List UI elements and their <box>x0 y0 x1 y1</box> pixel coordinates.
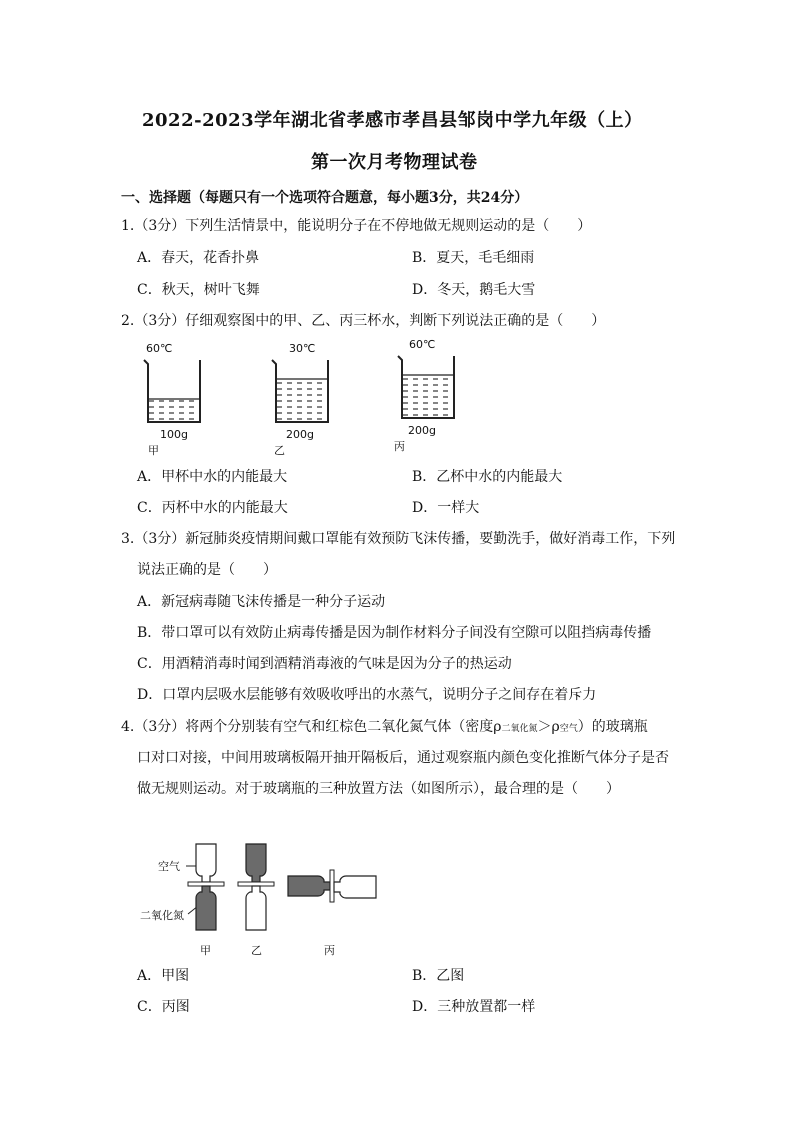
beaker-yi-temp: 30℃ <box>289 342 316 355</box>
label-no2: 二氧化氮 <box>140 909 184 922</box>
beaker-jia-label: 甲 <box>148 444 159 457</box>
beaker-jia-water <box>149 399 199 421</box>
section-heading: 一、选择题（每题只有一个选项符合题意，每小题3分，共24分） <box>121 190 529 206</box>
q4-subscript-no2: 二氧化氮 <box>501 724 538 734</box>
q1-option-d: D．冬天，鹅毛大雪 <box>412 282 536 298</box>
setup-jia-label: 甲 <box>200 944 211 957</box>
beaker-bing-temp: 60℃ <box>409 338 436 351</box>
q4-stem-line-3: 做无规则运动。对于玻璃瓶的三种放置方法（如图所示），最合理的是（ ） <box>137 781 620 797</box>
beaker-bing-label: 丙 <box>394 440 405 453</box>
beaker-yi-label: 乙 <box>274 444 285 457</box>
q4-stem-part-1: 4.（3分）将两个分别装有空气和红棕色二氧化氮气体（密度ρ <box>121 719 502 735</box>
q3-option-a: A．新冠病毒随飞沫传播是一种分子运动 <box>137 594 386 610</box>
setup-bing-label: 丙 <box>324 944 335 957</box>
beaker-bing-water <box>403 375 453 417</box>
q3-option-d: D．口罩内层吸水层能够有效吸收呼出的水蒸气，说明分子之间存在着斥力 <box>137 687 597 703</box>
q3-stem-line-1: 3.（3分）新冠肺炎疫情期间戴口罩能有效预防飞沫传播，要勤洗手，做好消毒工作，下列 <box>121 531 676 547</box>
beaker-yi <box>266 356 336 426</box>
q4-option-a: A．甲图 <box>137 968 190 984</box>
q2-stem: 2.（3分）仔细观察图中的甲、乙、丙三杯水，判断下列说法正确的是（ ） <box>121 313 606 329</box>
q3-option-b: B．带口罩可以有效防止病毒传播是因为制作材料分子间没有空隙可以阻挡病毒传播 <box>137 625 652 641</box>
q3-option-c: C．用酒精消毒时闻到酒精消毒液的气味是因为分子的热运动 <box>137 656 512 672</box>
beaker-jia-temp: 60℃ <box>146 342 173 355</box>
q4-stem-line-1 <box>121 718 648 738</box>
title-line-2: 第一次月考物理试卷 <box>311 152 478 173</box>
setup-jia <box>188 844 224 930</box>
q4-bottles-figure <box>136 838 396 960</box>
q4-option-d: D．三种放置都一样 <box>412 999 536 1015</box>
q4-option-b: B．乙图 <box>412 968 465 984</box>
title-line-1: 2022-2023学年湖北省孝感市孝昌县邹岗中学九年级（上） <box>142 110 643 131</box>
q1-stem: 1.（3分）下列生活情景中，能说明分子在不停地做无规则运动的是（ ） <box>121 218 592 234</box>
q3-stem-line-2: 说法正确的是（ ） <box>137 562 277 578</box>
q4-greater-than: ＞ρ <box>537 719 560 735</box>
q2-option-b: B．乙杯中水的内能最大 <box>412 469 563 485</box>
beaker-bing <box>392 352 462 422</box>
q4-stem-part-2: ）的玻璃瓶 <box>577 719 648 735</box>
beaker-jia-mass: 100g <box>160 428 188 441</box>
setup-yi <box>238 844 274 930</box>
q2-option-d: D．一样大 <box>412 500 480 516</box>
label-air: 空气 <box>158 860 180 873</box>
beaker-jia <box>138 356 208 426</box>
q2-option-a: A．甲杯中水的内能最大 <box>137 469 288 485</box>
beaker-yi-water <box>277 379 327 421</box>
bottles-drawing <box>136 838 396 943</box>
beaker-yi-mass: 200g <box>286 428 314 441</box>
setup-yi-label: 乙 <box>251 944 262 957</box>
q4-option-c: C．丙图 <box>137 999 190 1015</box>
q2-beakers-figure <box>138 340 468 460</box>
beaker-bing-mass: 200g <box>408 424 436 437</box>
setup-bing <box>288 870 376 902</box>
q1-option-b: B．夏天，毛毛细雨 <box>412 250 535 266</box>
q4-subscript-air: 空气 <box>559 724 578 734</box>
q1-option-c: C．秋天，树叶飞舞 <box>137 282 260 298</box>
q4-stem-line-2: 口对口对接，中间用玻璃板隔开抽开隔板后，通过观察瓶内颜色变化推断气体分子是否 <box>137 750 669 766</box>
q1-option-a: A．春天，花香扑鼻 <box>137 250 260 266</box>
q2-option-c: C．丙杯中水的内能最大 <box>137 500 288 516</box>
